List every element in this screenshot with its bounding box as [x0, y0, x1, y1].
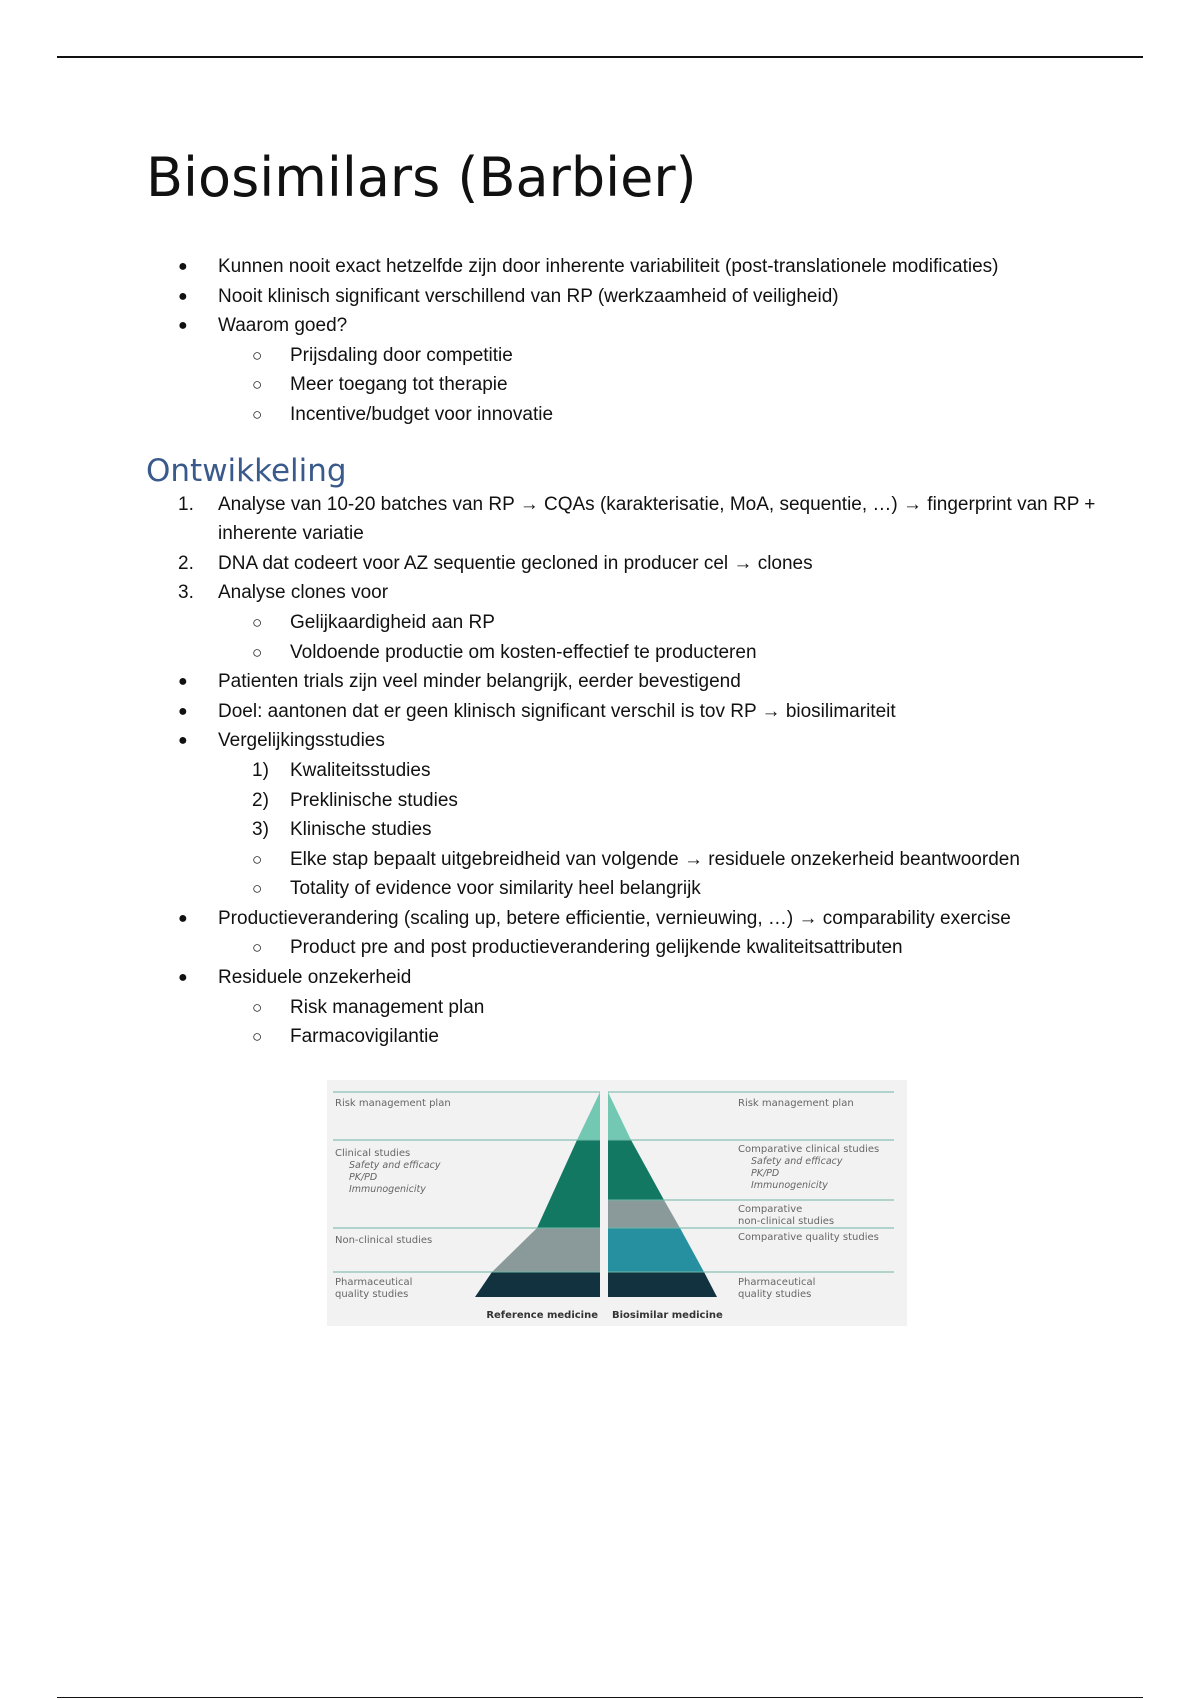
bullet-marker: ● — [178, 702, 188, 720]
sub-list-item: ○ Voldoende productie om kosten-effectief te producteren — [146, 638, 1096, 668]
right-label-clinical-item: Immunogenicity — [751, 1180, 828, 1191]
circle-marker: ○ — [252, 1027, 263, 1047]
footer-rule — [57, 1697, 1143, 1698]
number-marker: 2. — [178, 552, 194, 574]
left-label-pharma-line2: quality studies — [335, 1289, 409, 1300]
sub-list-item: ○ Gelijkaardigheid aan RP — [146, 608, 1096, 638]
list-item: ● Residuele onzekerheid — [146, 963, 1096, 993]
number-marker: 1) — [252, 759, 269, 781]
sub-list-item: ○ Meer toegang tot therapie — [146, 370, 1096, 400]
list-item: ● Vergelijkingsstudies — [146, 726, 1096, 756]
left-label-nonclinical: Non-clinical studies — [335, 1235, 433, 1246]
circle-marker: ○ — [252, 879, 263, 899]
left-label-clinical-item: PK/PD — [349, 1172, 378, 1183]
number-marker: 3) — [252, 819, 269, 841]
list-item: ● Waarom goed? — [146, 311, 1096, 341]
pyramid-diagram — [327, 1080, 907, 1326]
right-label-nonclinical-line2: non-clinical studies — [738, 1216, 835, 1227]
list-item: ● Doel: aantonen dat er geen klinisch significant verschil is tov RP → biosilimariteit — [146, 697, 1096, 727]
list-item: ● Kunnen nooit exact hetzelfde zijn door inherente variabiliteit (post-translationele modificaties) — [146, 252, 1096, 282]
number-marker: 3. — [178, 582, 194, 604]
bullet-marker: ● — [178, 909, 188, 927]
right-pyramid-nonclinical — [608, 1200, 680, 1228]
right-label-clinical: Comparative clinical studies — [738, 1144, 880, 1155]
right-label-pharma-line2: quality studies — [738, 1289, 812, 1300]
sub-list-item: ○ Elke stap bepaalt uitgebreidheid van volgende → residuele onzekerheid beantwoorden — [146, 845, 1096, 875]
number-marker: 2) — [252, 789, 269, 811]
left-pyramid-clinical — [537, 1140, 600, 1228]
right-pyramid-pharma-quality — [608, 1272, 717, 1297]
sub-list-item: ○ Product pre and post productieverandering gelijkende kwaliteitsattributen — [146, 933, 1096, 963]
numbered-sub-item: 1) Kwaliteitsstudies — [146, 756, 1096, 786]
right-pyramid-risk — [608, 1092, 631, 1140]
left-label-clinical-item: Immunogenicity — [349, 1184, 426, 1195]
right-label-nonclinical: Comparative — [738, 1204, 803, 1215]
right-pyramid-comparative-quality — [608, 1228, 704, 1272]
right-label-clinical-item: PK/PD — [751, 1168, 780, 1179]
left-pyramid-quality — [475, 1272, 600, 1297]
right-pyramid-clinical — [608, 1140, 664, 1200]
caption-reference-medicine: Reference medicine — [486, 1310, 598, 1321]
sub-list-item: ○ Incentive/budget voor innovatie — [146, 400, 1096, 430]
list-item: ● Productieverandering (scaling up, betere efficientie, vernieuwing, …) → comparability exercise — [146, 904, 1096, 934]
left-label-pharma: Pharmaceutical — [335, 1277, 413, 1288]
circle-marker: ○ — [252, 345, 263, 365]
number-marker: 1. — [178, 493, 194, 515]
circle-marker: ○ — [252, 642, 263, 662]
circle-marker: ○ — [252, 404, 263, 424]
sub-list-item: ○ Totality of evidence voor similarity heel belangrijk — [146, 874, 1096, 904]
caption-biosimilar-medicine: Biosimilar medicine — [612, 1310, 723, 1321]
page-title: Biosimilars (Barbier) — [146, 146, 697, 209]
section-heading-ontwikkeling: Ontwikkeling — [146, 452, 347, 489]
numbered-sub-item: 3) Klinische studies — [146, 815, 1096, 845]
intro-list — [146, 252, 1096, 430]
circle-marker: ○ — [252, 375, 263, 395]
circle-marker: ○ — [252, 997, 263, 1017]
biosimilar-pyramid-figure — [327, 1080, 907, 1326]
bullet-marker: ● — [178, 673, 188, 691]
bullet-marker: ● — [178, 258, 188, 275]
bullet-marker: ● — [178, 969, 188, 987]
right-label-comparative-quality: Comparative quality studies — [738, 1232, 879, 1243]
list-item: ● Nooit klinisch significant verschillend van RP (werkzaamheid of veiligheid) — [146, 282, 1096, 312]
circle-marker: ○ — [252, 612, 263, 632]
right-label-clinical-item: Safety and efficacy — [751, 1156, 843, 1167]
left-label-clinical: Clinical studies — [335, 1148, 411, 1159]
circle-marker: ○ — [252, 849, 263, 869]
development-list — [146, 490, 1096, 1052]
left-pyramid-risk — [577, 1092, 600, 1140]
numbered-sub-item: 2) Preklinische studies — [146, 786, 1096, 816]
numbered-item: 2. DNA dat codeert voor AZ sequentie gecloned in producer cel → clones — [146, 549, 1096, 579]
list-item: ● Patienten trials zijn veel minder belangrijk, eerder bevestigend — [146, 667, 1096, 697]
left-label-risk: Risk management plan — [335, 1098, 451, 1109]
left-pyramid-nonclinical — [492, 1228, 600, 1272]
header-rule — [57, 56, 1143, 58]
sub-list-item: ○ Farmacovigilantie — [146, 1022, 1096, 1052]
bullet-marker: ● — [178, 732, 188, 750]
document-body — [146, 252, 1096, 1052]
right-label-risk: Risk management plan — [738, 1098, 854, 1109]
circle-marker: ○ — [252, 938, 263, 958]
numbered-item: 3. Analyse clones voor — [146, 578, 1096, 608]
sub-list-item: ○ Prijsdaling door competitie — [146, 341, 1096, 371]
right-label-pharma: Pharmaceutical — [738, 1277, 816, 1288]
bullet-marker: ● — [178, 287, 188, 305]
numbered-item: 1. Analyse van 10-20 batches van RP → CQAs (karakterisatie, MoA, sequentie, …) → fingerprint van RP + inherente variatie — [146, 490, 1096, 549]
left-label-clinical-item: Safety and efficacy — [349, 1160, 441, 1171]
bullet-marker: ● — [178, 317, 188, 335]
sub-list-item: ○ Risk management plan — [146, 993, 1096, 1023]
